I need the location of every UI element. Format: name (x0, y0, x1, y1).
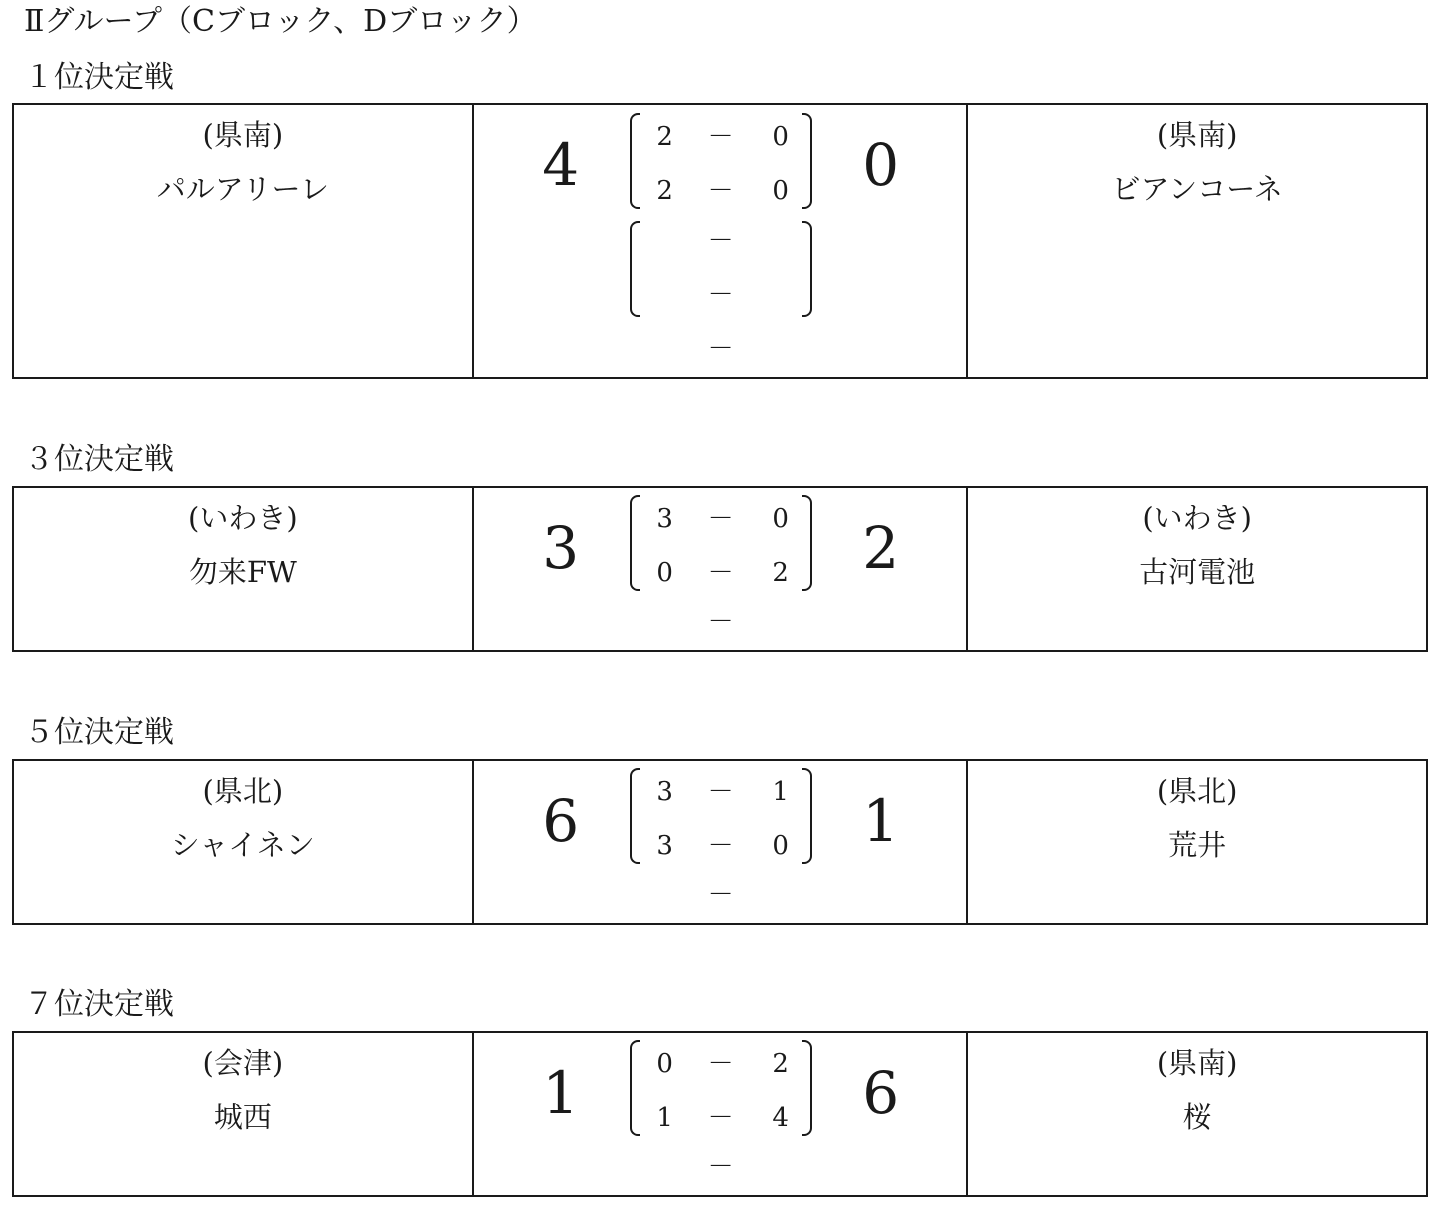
left-team-name: シャイネン (170, 828, 315, 862)
match-title: １位決定戦 (24, 60, 174, 95)
pk-separator: － (707, 1152, 734, 1182)
left-team-cell (14, 761, 472, 923)
right-total-score: 0 (862, 131, 900, 199)
match-title: ３位決定戦 (24, 442, 174, 477)
match-table (12, 103, 1428, 379)
right-team-name: ビアンコーネ (1111, 172, 1283, 206)
second-half-separator: － (707, 1103, 734, 1133)
first-half-score (630, 117, 812, 157)
first-half-right: 2 (772, 1049, 789, 1079)
extra-time-first-score (630, 221, 812, 261)
match-table (12, 1031, 1428, 1197)
right-total-score: 6 (862, 1059, 900, 1127)
first-half-separator: － (707, 1049, 734, 1079)
extra-time-second-score (630, 275, 812, 315)
right-total-score: 1 (862, 787, 900, 855)
second-half-left: 3 (656, 831, 673, 861)
first-half-left: 3 (656, 777, 673, 807)
pk-score (630, 602, 812, 642)
left-team-name: 城西 (213, 1100, 272, 1134)
extra-time-bracket (630, 221, 812, 317)
left-team-name: パルアリーレ (156, 172, 329, 206)
left-total-score: 4 (542, 131, 580, 199)
match-title: ５位決定戦 (24, 715, 174, 750)
first-half-score (630, 772, 812, 812)
halves-bracket (630, 768, 812, 864)
second-half-separator: － (707, 558, 734, 588)
right-team-region: (県南) (1156, 118, 1238, 152)
left-total-score: 3 (542, 514, 580, 582)
right-team-cell (968, 761, 1426, 923)
right-team-region: (いわき) (1142, 501, 1252, 535)
pk-score (630, 329, 812, 369)
right-team-name: 桜 (1182, 1100, 1212, 1134)
first-half-right: 0 (772, 504, 789, 534)
score-cell (472, 488, 969, 650)
right-team-name: 荒井 (1168, 828, 1227, 862)
left-team-cell (14, 1033, 472, 1195)
pk-separator: － (707, 334, 734, 364)
halves-bracket (630, 1040, 812, 1136)
first-half-right: 0 (772, 122, 789, 152)
second-half-right: 0 (772, 831, 789, 861)
group-title: Ⅱグループ（Cブロック、Dブロック） (24, 4, 537, 39)
right-team-name: 古河電池 (1139, 555, 1256, 589)
match-table (12, 759, 1428, 925)
second-half-left: 1 (656, 1103, 673, 1133)
left-team-region: (会津) (202, 1046, 284, 1080)
second-half-separator: － (707, 176, 734, 206)
second-half-score (630, 171, 812, 211)
first-half-left: 3 (656, 504, 673, 534)
halves-bracket (630, 113, 812, 209)
halves-bracket (630, 495, 812, 591)
pk-separator: － (707, 880, 734, 910)
extra-first-separator: － (707, 226, 734, 256)
left-team-cell (14, 105, 472, 377)
right-team-cell (968, 105, 1426, 377)
second-half-score (630, 1098, 812, 1138)
right-team-region: (県北) (1156, 774, 1238, 808)
first-half-separator: － (707, 777, 734, 807)
score-cell (472, 1033, 969, 1195)
pk-score (630, 1147, 812, 1187)
left-team-region: (県北) (202, 774, 284, 808)
second-half-left: 0 (656, 558, 673, 588)
first-half-right: 1 (772, 777, 789, 807)
first-half-separator: － (707, 122, 734, 152)
left-team-region: (いわき) (188, 501, 298, 535)
left-total-score: 1 (542, 1059, 580, 1127)
score-cell (472, 761, 969, 923)
match-table (12, 486, 1428, 652)
second-half-separator: － (707, 831, 734, 861)
match-title: ７位決定戦 (24, 987, 174, 1022)
second-half-score (630, 826, 812, 866)
left-total-score: 6 (542, 787, 580, 855)
pk-score (630, 875, 812, 915)
first-half-left: 0 (656, 1049, 673, 1079)
extra-second-separator: － (707, 280, 734, 310)
second-half-right: 0 (772, 176, 789, 206)
score-cell (472, 105, 969, 377)
pk-separator: － (707, 607, 734, 637)
left-team-cell (14, 488, 472, 650)
first-half-score (630, 499, 812, 539)
left-team-region: (県南) (202, 118, 284, 152)
second-half-left: 2 (656, 176, 673, 206)
first-half-separator: － (707, 504, 734, 534)
left-team-name: 勿来FW (188, 555, 297, 589)
second-half-score (630, 553, 812, 593)
right-team-cell (968, 488, 1426, 650)
second-half-right: 2 (772, 558, 789, 588)
right-total-score: 2 (862, 514, 900, 582)
first-half-left: 2 (656, 122, 673, 152)
right-team-region: (県南) (1156, 1046, 1238, 1080)
right-team-cell (968, 1033, 1426, 1195)
first-half-score (630, 1044, 812, 1084)
second-half-right: 4 (772, 1103, 789, 1133)
